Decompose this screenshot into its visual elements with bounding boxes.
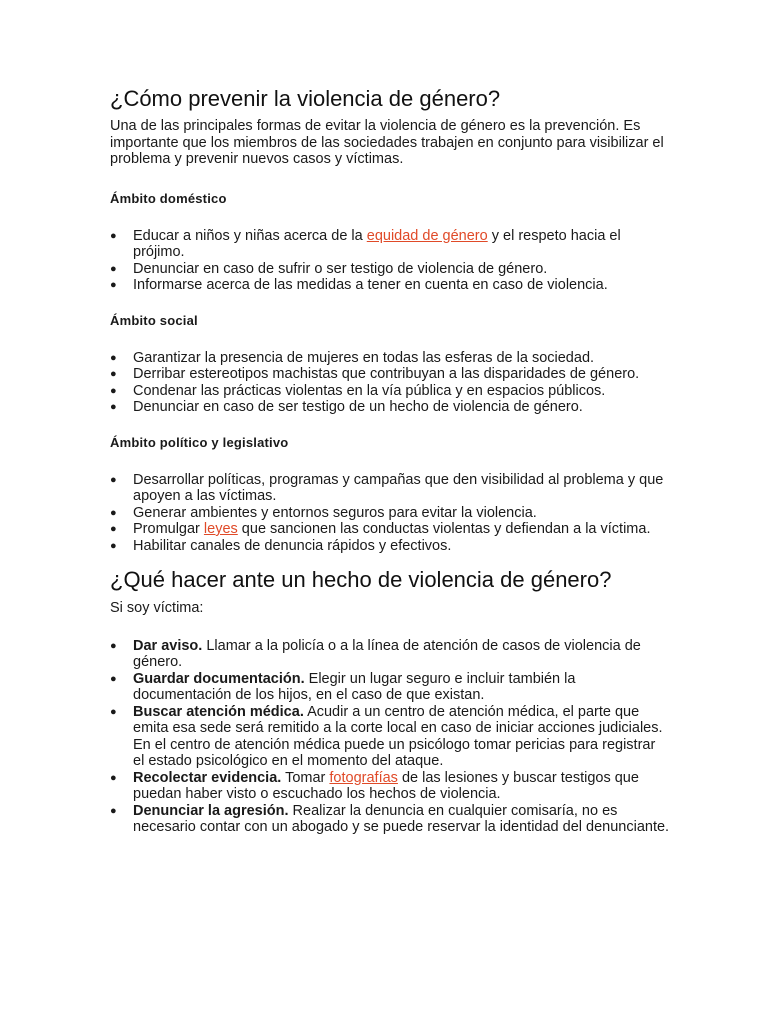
bullet-icon: ●	[110, 771, 117, 784]
bullet-icon: ●	[110, 279, 117, 291]
bullet-icon: ●	[110, 229, 117, 242]
list-item: ● Promulgar leyes que sancionen las conductas violentas y defiendan a la víctima.	[110, 521, 651, 537]
bullet-icon: ●	[110, 262, 117, 275]
list-item: ● Educar a niños y niñas acerca de la equidad de género y el respeto hacia el prójimo.	[110, 227, 621, 260]
bullet-icon: ●	[110, 672, 117, 685]
list-political	[110, 472, 670, 555]
list-victim-steps	[110, 638, 670, 836]
list-item: ● Informarse acerca de las medidas a tener en cuenta en caso de violencia.	[110, 277, 608, 293]
list-item: ● Denunciar la agresión. Realizar la denuncia en cualquier comisaría, no es necesario contar con un abogado y se puede reservar la identidad del denunciante.	[110, 802, 670, 835]
list-item: ● Habilitar canales de denuncia rápidos y efectivos.	[110, 537, 452, 554]
victim-intro: Si soy víctima:	[110, 600, 204, 616]
heading-political: Ámbito político y legislativo	[110, 434, 289, 450]
list-domestic	[110, 228, 670, 294]
bullet-icon: ●	[110, 473, 117, 486]
section-title-what-to-do: ¿Qué hacer ante un hecho de violencia de género?	[110, 567, 612, 592]
bullet-icon: ●	[110, 401, 117, 413]
list-item: ● Dar aviso. Llamar a la policía o a la línea de atención de casos de violencia de género.	[110, 637, 641, 670]
list-item: ● Buscar atención médica. Acudir a un centro de atención médica, el parte que emita esa sede será remitido a la corte local en caso de iniciar acciones judiciales. En el centro de atención médica puede un psicólogo tomar pericias para registrar el estado psicológico en el momento del ataque.	[110, 703, 663, 769]
link-leyes[interactable]: leyes	[203, 521, 238, 537]
list-item: ● Recolectar evidencia. Tomar fotografías de las lesiones y buscar testigos que puedan haber visto o escuchado los hechos de violencia.	[110, 769, 639, 802]
bullet-icon: ●	[110, 523, 117, 535]
bullet-icon: ●	[110, 351, 117, 364]
list-social	[110, 350, 670, 416]
heading-domestic: Ámbito doméstico	[110, 190, 227, 206]
list-item: ● Desarrollar políticas, programas y campañas que den visibilidad al problema y que apoyen a las víctimas.	[110, 471, 664, 504]
list-item: ● Guardar documentación. Elegir un lugar seguro e incluir también la documentación de los hijos, en el caso de que existan.	[110, 670, 576, 703]
prevention-intro: Una de las principales formas de evitar la violencia de género es la prevención. Es importante que los miembros de las sociedades trabajen en conjunto para visibilizar el problema y prevenir nuevos casos y víctimas.	[110, 118, 664, 167]
bullet-icon: ●	[110, 804, 117, 817]
bullet-icon: ●	[110, 384, 117, 397]
list-item: ● Denunciar en caso de sufrir o ser testigo de violencia de género.	[110, 260, 548, 277]
document-page	[110, 86, 670, 836]
list-item: ● Denunciar en caso de ser testigo de un hecho de violencia de género.	[110, 399, 583, 415]
section-title-prevention: ¿Cómo prevenir la violencia de género?	[110, 86, 501, 111]
link-equidad-de-genero[interactable]: equidad de género	[366, 227, 488, 244]
bullet-icon: ●	[110, 506, 117, 519]
list-item: ● Condenar las prácticas violentas en la vía pública y en espacios públicos.	[110, 382, 606, 399]
list-item: ● Derribar estereotipos machistas que contribuyan a las disparidades de género.	[110, 366, 640, 382]
bullet-icon: ●	[110, 539, 117, 552]
bullet-icon: ●	[110, 705, 117, 718]
bullet-icon: ●	[110, 639, 117, 652]
link-fotografias[interactable]: fotografías	[329, 769, 398, 786]
list-item: ● Garantizar la presencia de mujeres en todas las esferas de la sociedad.	[110, 349, 595, 366]
list-item: ● Generar ambientes y entornos seguros para evitar la violencia.	[110, 504, 537, 521]
bullet-icon: ●	[110, 368, 117, 380]
heading-social: Ámbito social	[110, 312, 198, 328]
